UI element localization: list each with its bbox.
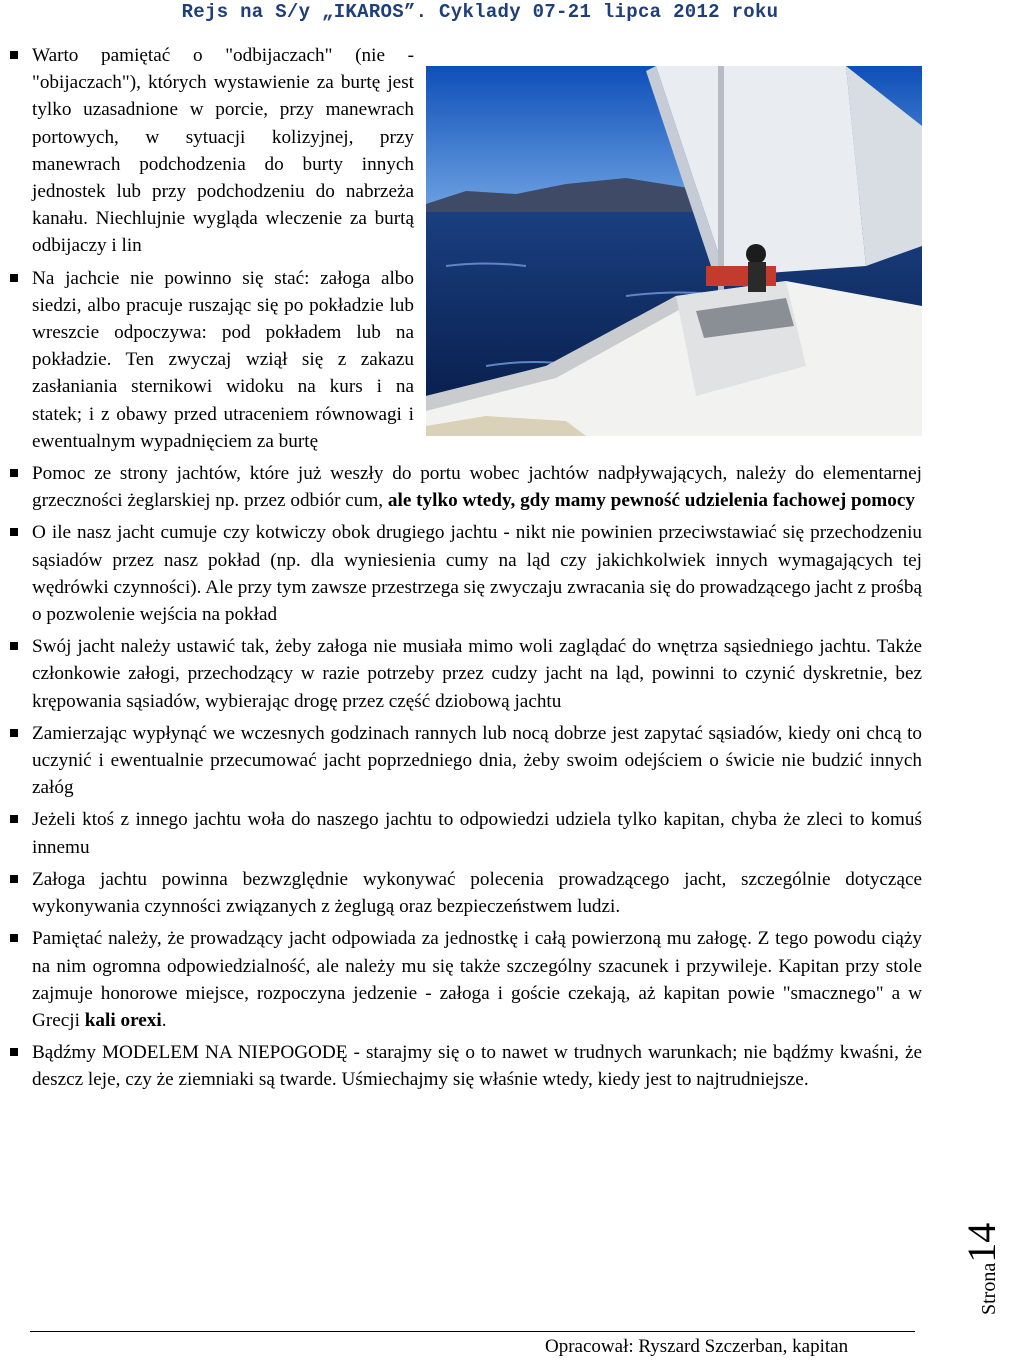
list-item [10, 633, 922, 715]
list-item [10, 519, 922, 628]
page-number: 14 [959, 1222, 1004, 1263]
bold-text: ale tylko wtedy, gdy mamy pewność udzielenia fachowej pomocy [387, 490, 915, 512]
page-number-box [920, 1205, 1004, 1315]
list-item-text: Bądźmy MODELEM NA NIEPOGODĘ - starajmy się o to nawet w trudnych warunkach; nie bądźmy kwaśni, że deszcz leje, czy że ziemniaki są twarde. Uśmiechajmy się właśnie wtedy, kiedy jest to najtrudniejsze. [32, 1042, 922, 1091]
square-bullet-icon [10, 528, 18, 536]
list-item [10, 265, 922, 455]
list-item [10, 460, 922, 514]
etiquette-list [10, 42, 922, 1094]
list-item-text: Jeżeli ktoś z innego jachtu woła do naszego jachtu to odpowiedzi udziela tylko kapitan, chyba że zleci to komuś innemu [32, 809, 922, 858]
list-item [10, 806, 922, 860]
list-item-text: Swój jacht należy ustawić tak, żeby załoga nie musiała mimo woli zaglądać do wnętrza sąsiedniego jachtu. Także członkowie załogi, przechodzący w razie potrzeby przez cudzy jacht na ląd, powinni to czynić dyskretnie, bez krępowania sąsiadów, wybierając drogę przez część dziobową jachtu [32, 636, 922, 712]
bold-text: kali orexi [84, 1009, 162, 1031]
square-bullet-icon [10, 51, 18, 59]
square-bullet-icon [10, 469, 18, 477]
list-item-text: Na jachcie nie powinno się stać: załoga albo siedzi, albo pracuje ruszając się po pokładzie lub wreszcie odpoczywa: pod pokładem lub na pokładzie. Ten zwyczaj wziął się z zakazu zasłaniania sternikowi widoku na kurs i na statek; i z obawy przed utraceniem równowagi i ewentualnym wypadnięciem za burtę [32, 267, 414, 452]
page-label: Strona [978, 1262, 1000, 1315]
list-item-text: Warto pamiętać o "odbijaczach" (nie - "obijaczach"), których wystawienie za burtę jest tylko uzasadnione w porcie, przy manewrach portowych, w sytuacji kolizyjnej, przy manewrach podchodzenia do burty innych jednostek lub przy podchodzeniu do nabrzeża kanału. Niechlujnie wygląda wleczenie za burtą odbijaczy i lin [32, 45, 414, 257]
list-item-text: Pamiętać należy, że prowadzący jacht odpowiada za jednostkę i całą powierzoną mu załogę. Z tego powodu ciąży na nim ogromna odpowiedzialność, ale należy mu się także szczególny szacunek i przywileje. Kapitan przy stole zajmuje honorowe miejsce, rozpoczyna jedzenie - załoga i goście czekają, aż kapitan powie "smacznego" a w Grecji [32, 928, 922, 1031]
list-item [10, 42, 922, 260]
square-bullet-icon [10, 815, 18, 823]
list-item [10, 866, 922, 920]
footer-author: Opracował: Ryszard Szczerban, kapitan [545, 1336, 849, 1357]
list-item-text: O ile nasz jacht cumuje czy kotwiczy obok drugiego jachtu - nikt nie powinien przeciwstawiać się przechodzeniu sąsiadów przez nasz pokład (np. dla wyniesienia cumy na ląd czy jakichkolwiek innych wymagających tej wędrówki czynności). Ale przy tym zawsze przestrzega się zwyczaju zwracania się do prowadzącego jacht z prośbą o pozwolenie wejścia na pokład [32, 522, 922, 626]
list-item-text: Załoga jachtu powinna bezwzględnie wykonywać polecenia prowadzącego jacht, szczególnie dotyczące wykonywania czynności związanych z żeglugą oraz bezpieczeństwem ludzi. [32, 868, 922, 918]
square-bullet-icon [10, 274, 18, 282]
square-bullet-icon [10, 934, 18, 942]
square-bullet-icon [10, 875, 18, 883]
footer-divider [30, 1331, 915, 1332]
square-bullet-icon [10, 729, 18, 737]
square-bullet-icon [10, 642, 18, 650]
page-header: Rejs na S/y „IKAROS”. Cyklady 07-21 lipca 2012 roku [181, 1, 779, 23]
list-item [10, 925, 922, 1034]
document-body [10, 42, 922, 1099]
list-item-text: . [161, 1009, 167, 1031]
list-item [10, 1039, 922, 1093]
list-item-text: Zamierzając wypłynąć we wczesnych godzinach rannych lub nocą dobrze jest zapytać sąsiadów, kiedy oni chcą to uczynić i ewentualnie przecumować jacht poprzedniego dnia, żeby swoim odejściem o świcie nie budzić innych załóg [32, 722, 922, 799]
square-bullet-icon [10, 1048, 18, 1056]
list-item-text: Pomoc ze strony jachtów, które już weszły do portu wobec jachtów nadpływających, należy do elementarnej grzeczności żeglarskiej np. przez odbiór cum, [32, 463, 922, 512]
list-item [10, 720, 922, 802]
